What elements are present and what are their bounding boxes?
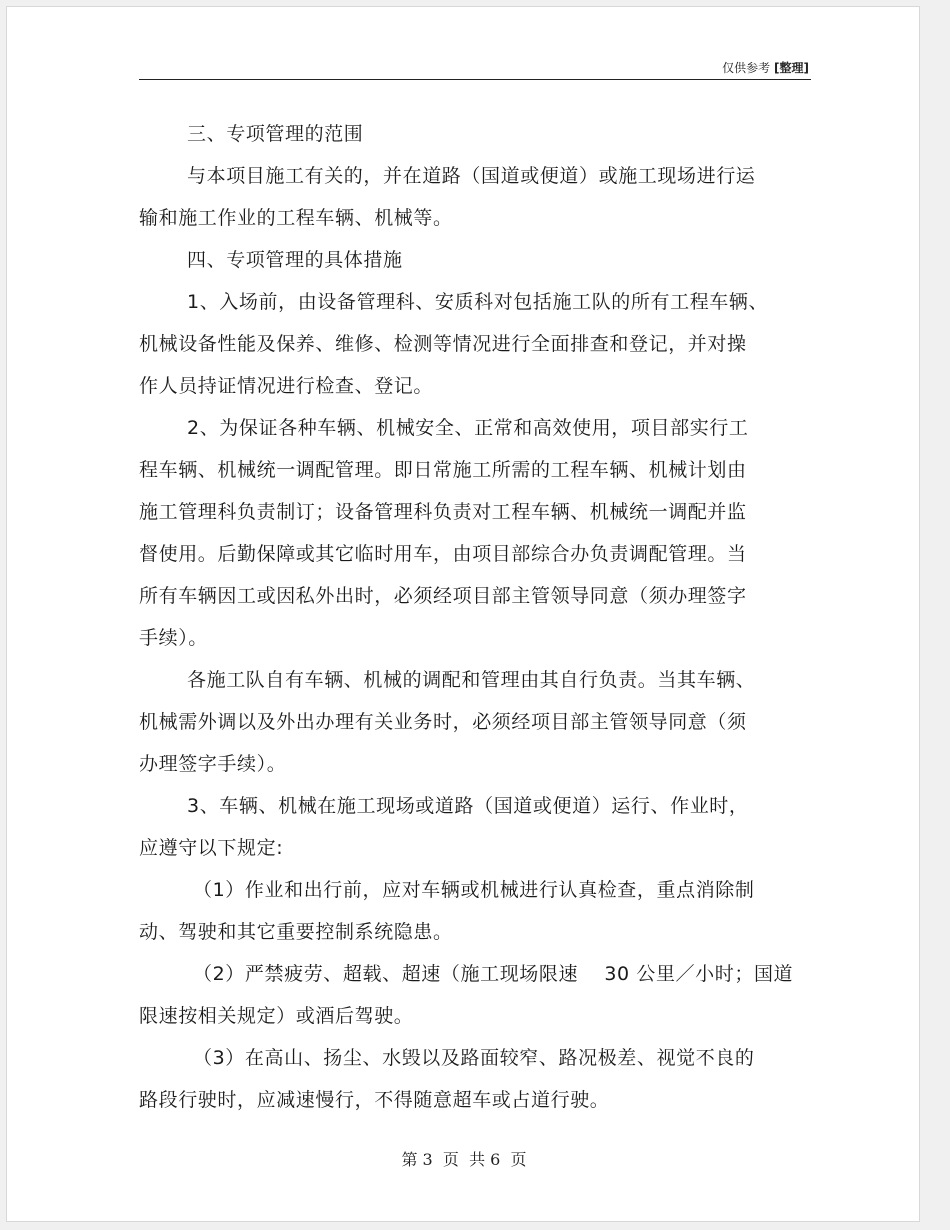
paragraph: （3）在高山、扬尘、水毁以及路面较窄、路况极差、视觉不良的 路段行驶时，应减速慢行，不得随意超车或占道行驶。 (139, 1047, 755, 1111)
paragraph: 1、入场前，由设备管理科、安质科对包括施工队的所有工程车辆、 机械设备性能及保养、维修、检测等情况进行全面排查和登记，并对操 作人员持证情况进行检查、登记。 (139, 291, 769, 397)
paragraph: 各施工队自有车辆、机械的调配和管理由其自行负责。当其车辆、 机械需外调以及外出办理有关业务时，必须经项目部主管领导同意（须 办理签字手续）。 (139, 669, 756, 775)
section-heading: 四、专项管理的具体措施 (187, 249, 403, 271)
header-label (722, 59, 809, 76)
section-heading: 三、专项管理的范围 (187, 123, 364, 145)
document-body (139, 113, 811, 1121)
paragraph: 2、为保证各种车辆、机械安全、正常和高效使用，项目部实行工 程车辆、机械统一调配管理。即日常施工所需的工程车辆、机械计划由 施工管理科负责制订；设备管理科负责对工程车辆、机械统一调配并监 督使用。后勤保障或其它临时用车，由项目部综合办负责调配管理。当 所有车辆因工或因私外出时，必须经项目部主管领导同意（须办理签字 手续）。 (139, 417, 749, 649)
document-page (6, 6, 920, 1222)
header-tag: [整理] (774, 61, 809, 75)
paragraph: 与本项目施工有关的，并在道路（国道或便道）或施工现场进行运 输和施工作业的工程车辆、机械等。 (139, 165, 756, 229)
paragraph: 3、车辆、机械在施工现场或道路（国道或便道）运行、作业时， 应遵守以下规定: (139, 795, 749, 859)
page-header (139, 57, 811, 80)
paragraph: （2）严禁疲劳、超载、超速（施工现场限速 30 公里／小时；国道 限速按相关规定）或酒后驾驶。 (139, 963, 794, 1027)
page-number-footer: 第 3 页 共 6 页 (401, 1150, 527, 1169)
paragraph: （1）作业和出行前，应对车辆或机械进行认真检查，重点消除制 动、驾驶和其它重要控制系统隐患。 (139, 879, 755, 943)
header-prefix: 仅供参考 (722, 61, 771, 75)
